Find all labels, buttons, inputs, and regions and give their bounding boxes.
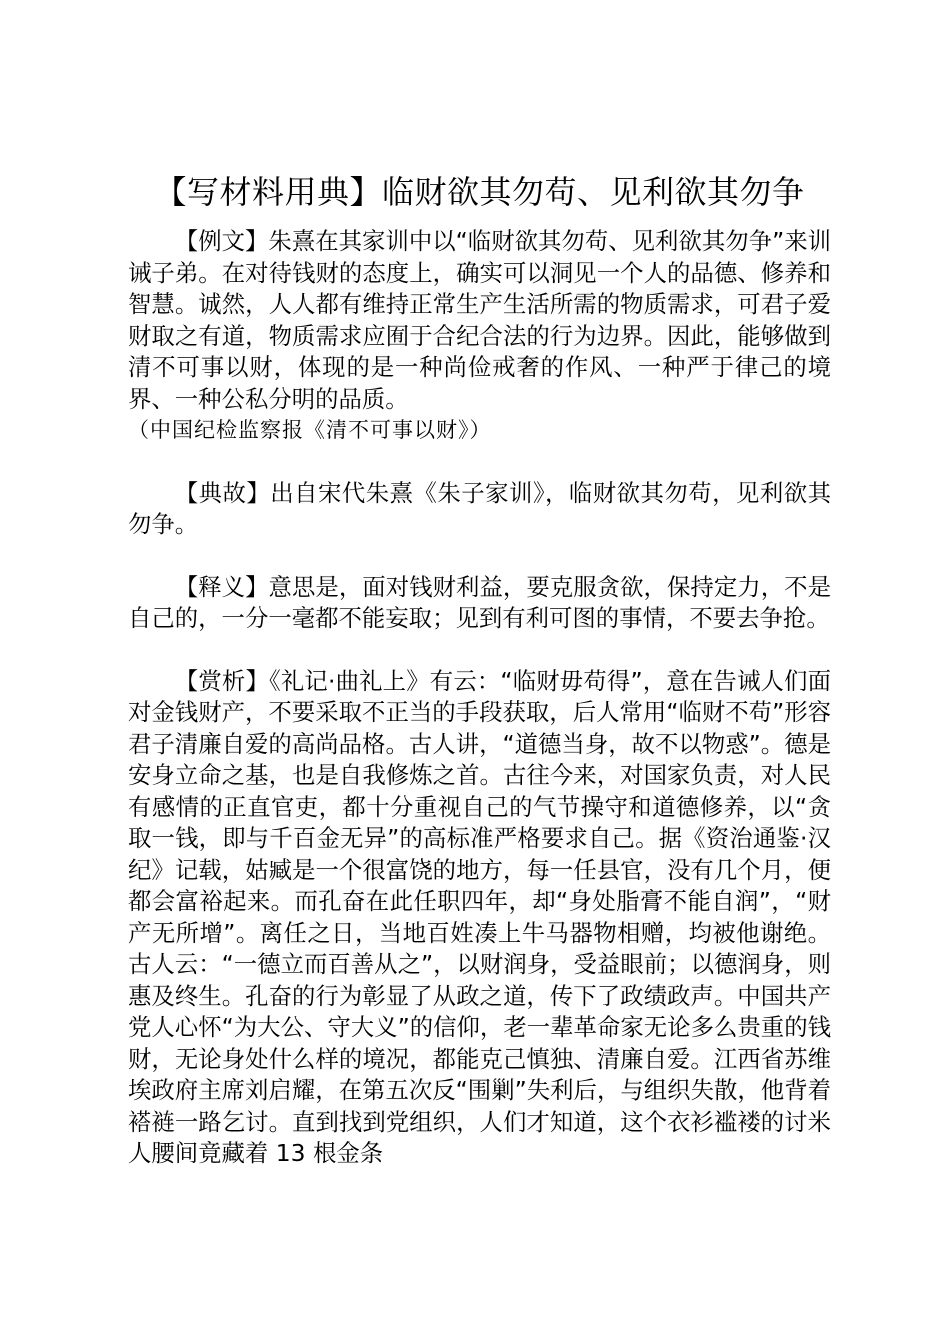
example-paragraph [128,226,831,447]
appreciation-paragraph [128,666,831,1170]
meaning-text: 意思是，面对钱财利益，要克服贪欲，保持定力，不是自己的，一分一毫都不能妄取；见到有利可图的事情，不要去争抢。 [128,572,831,632]
document-page [128,168,831,1170]
meaning-tag: 【释义】 [174,572,269,601]
allusion-paragraph [128,478,831,541]
example-tag: 【例文】 [174,227,269,255]
example-text: 朱熹在其家训中以“临财欲其勿苟、见利欲其勿争”来训诫子弟。在对待钱财的态度上，确实可以洞见一个人的品德、修养和智慧。诚然，人人都有维持正常生产生活所需的物质需求，可君子爱财取之有道，物质需求应囿于合纪合法的行为边界。因此，能够做到清不可事以财，体现的是一种尚俭戒奢的作风、一种严于律己的境界、一种公私分明的品质。 [128,227,832,413]
allusion-text: 出自宋代朱熹《朱子家训》，临财欲其勿苟，见利欲其勿争。 [128,478,831,538]
meaning-paragraph [128,572,831,635]
allusion-tag: 【典故】 [174,478,271,507]
example-source: （中国纪检监察报《清不可事以财》） [128,418,492,442]
appreciation-text: 《礼记·曲礼上》有云：“临财毋苟得”，意在告诫人们面对金钱财产，不要采取不正当的手段获取，后人常用“临财不苟”形容君子清廉自爱的高尚品格。古人讲，“道德当身，故不以物惑”。德是安身立命之基，也是自我修炼之首。古往今来，对国家负责，对人民有感情的正直官吏，都十分重视自己的气节操守和道德修养，以“贪取一钱，即与千百金无异”的高标准严格要求自己。据《资治通鉴·汉纪》记载，姑臧是一个很富饶的地方，每一任县官，没有几个月，便都会富裕起来。而孔奋在此任职四年，却“身处脂膏不能自润”，“财产无所增”。离任之日，当地百姓凑上牛马器物相赠，均被他谢绝。古人云：“一德立而百善从之”，以财润身，受益眼前；以德润身，则惠及终生。孔奋的行为彰显了从政之道，传下了政绩政声。中国共产党人心怀“为大公、守大义”的信仰，老一辈革命家无论多么贵重的钱财，无论身处什么样的境况，都能克己慎独、清廉自爱。江西省苏维埃政府主席刘启耀，在第五次反“围剿”失利后，与组织失散，他背着褡裢一路乞讨。直到找到党组织，人们才知道，这个衣衫褴褛的讨米人腰间竟藏着 13 根金条 [128,666,831,1167]
document-title: 【写材料用典】临财欲其勿苟、见利欲其勿争 [154,173,805,211]
appreciation-tag: 【赏析】 [174,666,270,695]
